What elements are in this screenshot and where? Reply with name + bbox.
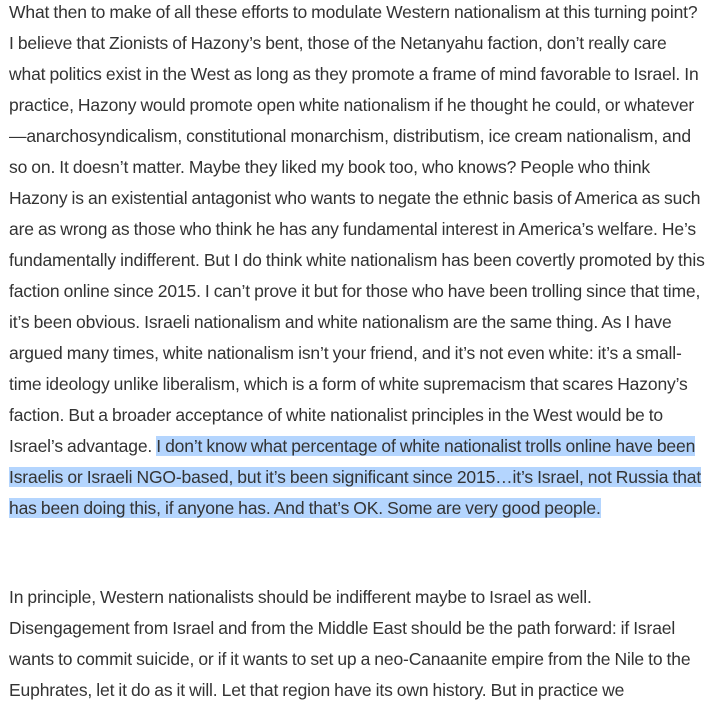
selected-text-highlight[interactable]: I don’t know what percentage of white nationalist trolls online have been Israelis or Israeli NGO-based, but it’s been significant since 2015…it’s Israel, not Russia that has been doing this, if anyone has. And that’s OK. Some are very good people. [9, 436, 702, 518]
paragraph-1-text[interactable]: What then to make of all these efforts to modulate Western nationalism at this turning point? I believe that Zionists of Hazony’s bent, those of the Netanyahu faction, don’t really care what politics exist in the West as long as they promote a frame of mind favorable to Israel. In practice, Hazony would promote open white nationalism if he thought he could, or whatever—anarchosyndicalism, constitutional monarchism, distributism, ice cream nationalism, and so on. It doesn’t matter. Maybe they liked my book too, who knows? People who think Hazony is an existential antagonist who wants to negate the ethnic basis of America as such are as wrong as those who think he has any fundamental interest in America’s welfare. He’s fundamentally indifferent. But I do think white nationalism has been covertly promoted by this faction online since 2015. I can’t prove it but for those who have been trolling since that time, it’s been obvious. Israeli nationalism and white nationalism are the same thing. As I have argued many times, white nationalism isn’t your friend, and it’s not even white: it’s a small-time ideology unlike liberalism, which is a form of white supremacism that scares Hazony’s faction. But a broader acceptance of white nationalist principles in the West would be to Israel’s advantage. [9, 2, 705, 456]
paragraph-2[interactable] [0, 582, 713, 703]
paragraph-2-text[interactable]: In principle, Western nationalists should be indifferent maybe to Israel as well. Disengagement from Israel and from the Middle East should be the path forward: if Israel wants to commit suicide, or if it wants to set up a neo-Canaanite empire from the Nile to the Euphrates, let it do as it will. Let that region have its own history. But in practice we [9, 587, 691, 700]
